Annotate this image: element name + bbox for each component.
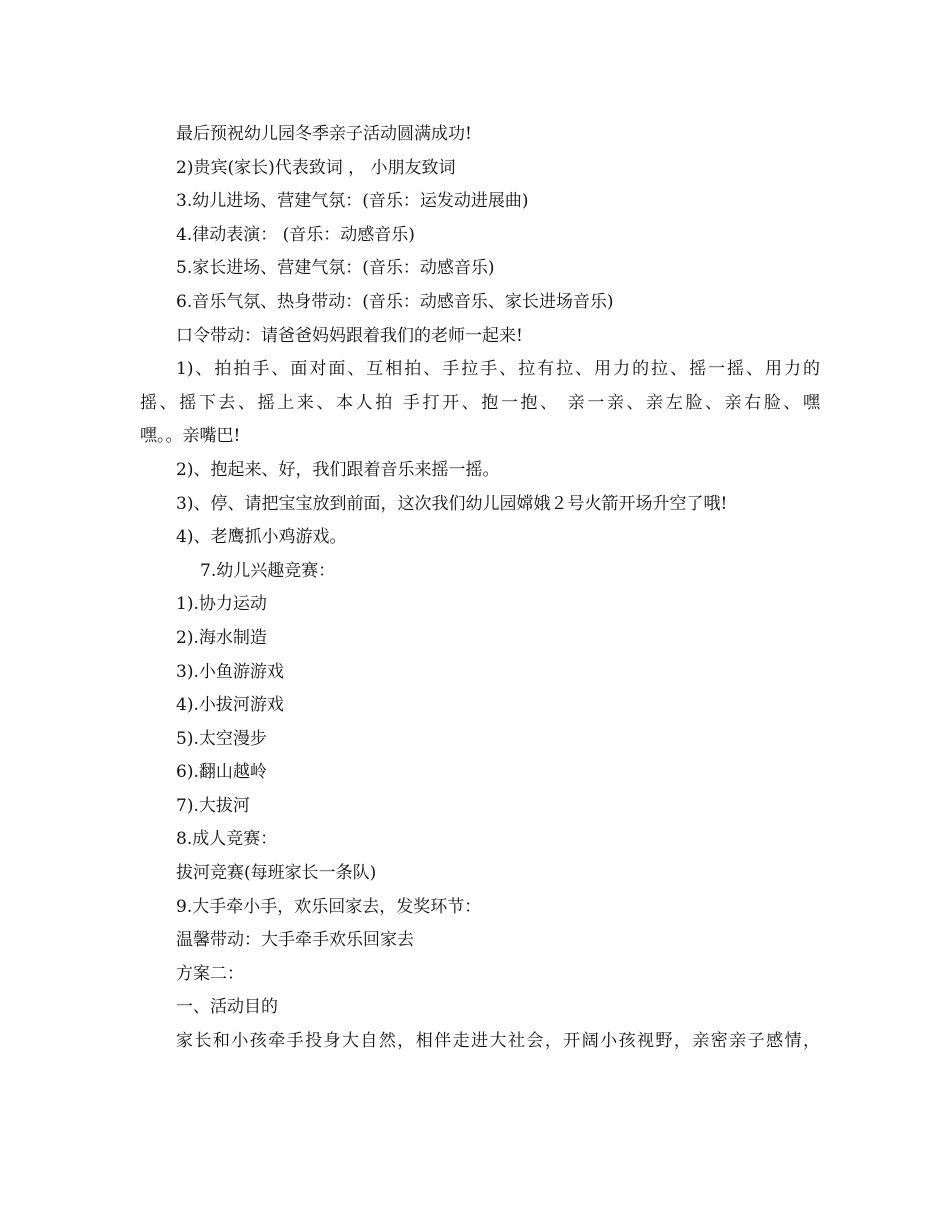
- list-item: 3).小鱼游游戏: [176, 661, 284, 682]
- text-line: 1)、拍拍手、面对面、互相拍、手拉手、拉有拉、用力的拉、摇一摇、用力的: [176, 359, 820, 380]
- text-line: 口令带动：请爸爸妈妈跟着我们的老师一起来!: [176, 325, 523, 346]
- list-item: 6).翻山越岭: [176, 762, 267, 783]
- text-line: 6.音乐气氛、热身带动：(音乐：动感音乐、家长进场音乐): [176, 291, 614, 312]
- list-item: 7).大拔河: [176, 795, 250, 816]
- text-line: 2)贵宾(家长)代表致词 ， 小朋友致词: [176, 157, 456, 178]
- text-line: 3)、停、请把宝宝放到前面，这次我们幼儿园嫦娥２号火箭开场升空了哦!: [176, 493, 728, 514]
- text-line: 4.律动表演： (音乐：动感音乐): [176, 224, 415, 245]
- text-line: 拔河竞赛(每班家长一条队): [176, 863, 377, 884]
- document-body: [140, 118, 820, 1059]
- list-item: 5).太空漫步: [176, 728, 267, 749]
- list-item: 1).协力运动: [176, 594, 267, 615]
- section-heading: 9.大手牵小手，欢乐回家去，发奖环节：: [176, 896, 482, 917]
- section-heading: 7.幼儿兴趣竞赛：: [200, 560, 336, 581]
- text-line: 4)、老鹰抓小鸡游戏。: [176, 527, 347, 548]
- text-line: 温馨带动：大手牵手欢乐回家去: [176, 930, 414, 951]
- text-line: 最后预祝幼儿园冬季亲子活动圆满成功!: [176, 124, 472, 144]
- list-item: 4).小拔河游戏: [176, 695, 284, 716]
- text-line: 5.家长进场、营建气氛：(音乐：动感音乐): [176, 258, 495, 279]
- list-item: 2).海水制造: [176, 627, 267, 648]
- section-heading: 方案二：: [176, 963, 244, 984]
- text-line: 家长和小孩牵手投身大自然，相伴走进大社会，开阔小孩视野，亲密亲子感情，: [176, 1031, 820, 1052]
- text-line: 3.幼儿进场、营建气氛：(音乐：运发动进展曲): [176, 191, 529, 212]
- text-line: 摇、摇下去、摇上来、本人拍 手打开、抱一抱、 亲一亲、亲左脸、亲右脸、嘿: [140, 392, 820, 413]
- section-heading: 8.成人竞赛：: [176, 829, 278, 850]
- section-heading: 一、活动目的: [176, 997, 278, 1018]
- text-line: 嘿。。亲嘴巴!: [140, 426, 241, 447]
- text-line: 2)、抱起来、好，我们跟着音乐来摇一摇。: [176, 459, 500, 480]
